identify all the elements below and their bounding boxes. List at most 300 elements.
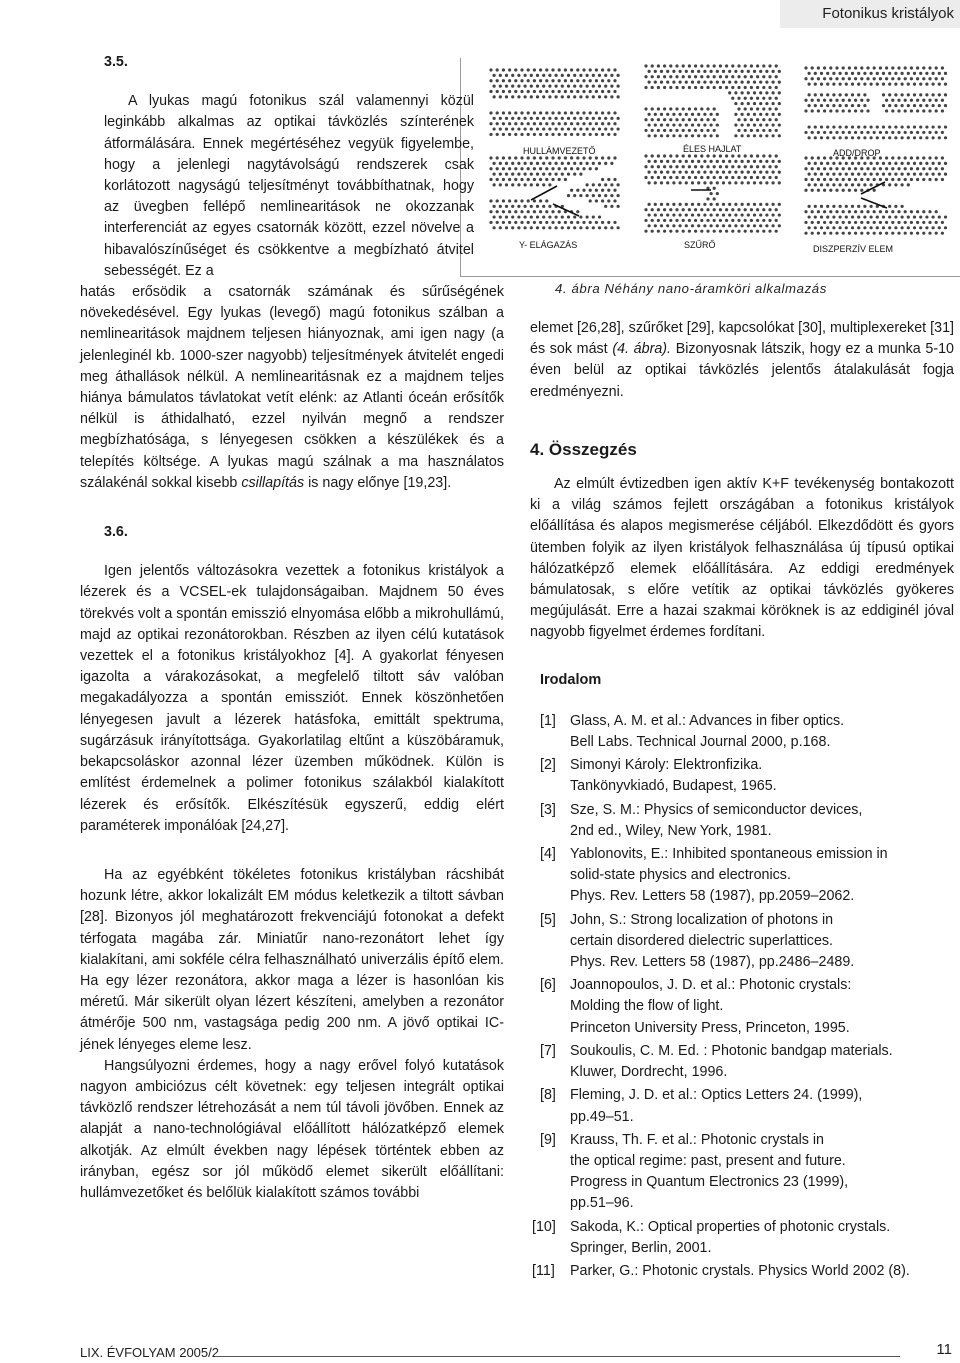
lattice-hole xyxy=(910,77,913,80)
lattice-hole xyxy=(539,122,542,125)
lattice-hole xyxy=(744,86,747,89)
lattice-hole xyxy=(520,178,523,181)
lattice-hole xyxy=(697,134,700,137)
lattice-hole xyxy=(744,64,747,67)
lattice-hole xyxy=(598,215,601,218)
lattice-hole xyxy=(737,129,740,132)
lattice-hole xyxy=(922,99,925,102)
lattice-hole xyxy=(938,226,941,229)
lattice-hole xyxy=(860,189,863,192)
lattice-hole xyxy=(551,122,554,125)
figure-label: ÉLES HAJLAT xyxy=(683,144,742,154)
lattice-hole xyxy=(938,72,941,75)
lattice-hole xyxy=(536,74,539,77)
lattice-hole xyxy=(854,77,857,80)
lattice-hole xyxy=(722,181,725,184)
lattice-hole xyxy=(863,183,866,186)
lattice-hole xyxy=(719,154,722,157)
lattice-hole xyxy=(586,183,589,186)
lattice-hole xyxy=(731,154,734,157)
lattice-hole xyxy=(533,90,536,93)
lattice-hole xyxy=(944,136,947,139)
lattice-hole xyxy=(660,123,663,126)
reference-line: Parker, G.: Photonic crystals. Physics World 2002 (8). xyxy=(570,1262,910,1279)
lattice-hole xyxy=(710,181,713,184)
lattice-hole xyxy=(775,75,778,78)
lattice-hole xyxy=(857,183,860,186)
lattice-hole xyxy=(772,181,775,184)
lattice-hole xyxy=(548,173,551,176)
figure-label: ADD/DROP xyxy=(833,148,881,158)
reference-item xyxy=(530,1261,954,1282)
lattice-hole xyxy=(839,83,842,86)
lattice-hole xyxy=(842,232,845,235)
lattice-hole xyxy=(558,122,561,125)
lattice-hole xyxy=(728,91,731,94)
lattice-hole xyxy=(694,75,697,78)
lattice-hole xyxy=(508,178,511,181)
lattice-hole xyxy=(762,176,765,179)
lattice-hole xyxy=(691,160,694,163)
lattice-hole xyxy=(517,117,520,120)
lattice-hole xyxy=(756,176,759,179)
lattice-hole xyxy=(682,176,685,179)
lattice-hole xyxy=(756,107,759,110)
lattice-hole xyxy=(567,95,570,98)
lattice-hole xyxy=(564,68,567,71)
lattice-hole xyxy=(728,81,731,84)
lattice-hole xyxy=(533,133,536,136)
lattice-hole xyxy=(932,215,935,218)
reference-line: Simonyi Károly: Elektronfizika. xyxy=(570,757,763,774)
reference-line: Phys. Rev. Letters 58 (1987), pp.2486–2489. xyxy=(570,954,855,971)
lattice-hole xyxy=(817,109,820,112)
lattice-hole xyxy=(873,232,876,235)
lattice-hole xyxy=(520,90,523,93)
reference-item xyxy=(530,1217,954,1259)
lattice-hole xyxy=(901,104,904,107)
lattice-hole xyxy=(737,154,740,157)
lattice-hole xyxy=(508,79,511,82)
lattice-hole xyxy=(558,68,561,71)
lattice-hole xyxy=(644,129,647,132)
lattice-hole xyxy=(916,178,919,181)
lattice-hole xyxy=(823,167,826,170)
footer-rule xyxy=(215,1356,900,1357)
lattice-hole xyxy=(716,113,719,116)
lattice-hole xyxy=(644,86,647,89)
lattice-hole xyxy=(700,154,703,157)
lattice-hole xyxy=(613,79,616,82)
paragraph-3-6-1: Igen jelentős változásokra vezettek a fotonikus kristályok a lézerek és a VCSEL-ek tulajdonságaiban. Majdnem 50 éves törekvés volt a spontán emisszió elnyomása előbb a mikrohullámú, majd az optikai rezonátorokban. Részben az ilyen célú kutatások vezettek el a fotonikus kristályokhoz [4]. A gyakorlat fényesen igazolta a várakozásokat, a megfelelő tiltott sáv valóban megakadályozza a spontán emissziót. Ennek köszönhetően lényegesen javult a lézerek hatásfoka, emittált spektruma, sugárzásuk irányítottsága. Gyakorlatilag eltűnt a küszöbáramuk, bekapcsoláskor azonnal lézer üzemben működnek. Külön is említést érdemelnek a polimer fotonikus szálakból kialakított lézerek és erősítők. Elkészítésük egyszerű, eddig elért paraméterek imponálóak [24,27]. xyxy=(80,563,504,834)
lattice-hole xyxy=(762,97,765,100)
lattice-hole xyxy=(598,183,601,186)
lattice-hole xyxy=(870,226,873,229)
lattice-hole xyxy=(870,183,873,186)
section-3-5 xyxy=(80,52,504,282)
lattice-hole xyxy=(604,205,607,208)
lattice-hole xyxy=(808,83,811,86)
lattice-hole xyxy=(703,213,706,216)
lattice-hole xyxy=(910,210,913,213)
lattice-hole xyxy=(592,85,595,88)
lattice-hole xyxy=(820,162,823,165)
lattice-hole xyxy=(648,203,651,206)
lattice-hole xyxy=(524,173,527,176)
lattice-hole xyxy=(706,165,709,168)
lattice-hole xyxy=(935,156,938,159)
lattice-hole xyxy=(555,162,558,165)
lattice-hole xyxy=(731,97,734,100)
lattice-hole xyxy=(582,111,585,114)
lattice-hole xyxy=(536,183,539,186)
lattice-hole xyxy=(688,118,691,121)
lattice-hole xyxy=(660,113,663,116)
lattice-hole xyxy=(768,165,771,168)
lattice-hole xyxy=(919,125,922,128)
lattice-hole xyxy=(651,64,654,67)
lattice-hole xyxy=(885,99,888,102)
lattice-hole xyxy=(601,178,604,181)
lattice-hole xyxy=(663,129,666,132)
lattice-hole xyxy=(808,136,811,139)
lattice-hole xyxy=(750,86,753,89)
lattice-hole xyxy=(904,99,907,102)
lattice-hole xyxy=(660,171,663,174)
reference-item xyxy=(530,975,954,1039)
lattice-hole xyxy=(851,173,854,176)
lattice-hole xyxy=(907,104,910,107)
lattice-hole xyxy=(508,111,511,114)
lattice-hole xyxy=(750,230,753,233)
lattice-hole xyxy=(842,178,845,181)
lattice-hole xyxy=(904,109,907,112)
reference-number: [8] xyxy=(540,1087,556,1104)
lattice-hole xyxy=(617,127,620,130)
lattice-hole xyxy=(916,232,919,235)
lattice-hole xyxy=(728,203,731,206)
lattice-hole xyxy=(839,72,842,75)
lattice-hole xyxy=(885,167,888,170)
reference-line: Sakoda, K.: Optical properties of photonic crystals. xyxy=(570,1218,891,1235)
lattice-hole xyxy=(832,162,835,165)
lattice-hole xyxy=(944,72,947,75)
lattice-hole xyxy=(604,127,607,130)
lattice-hole xyxy=(582,68,585,71)
lattice-hole xyxy=(716,171,719,174)
lattice-hole xyxy=(829,232,832,235)
lattice-hole xyxy=(598,117,601,120)
lattice-hole xyxy=(744,97,747,100)
lattice-hole xyxy=(579,215,582,218)
lattice-hole xyxy=(694,230,697,233)
lattice-hole xyxy=(854,99,857,102)
lattice-hole xyxy=(842,77,845,80)
lattice-hole xyxy=(935,66,938,69)
lattice-hole xyxy=(772,113,775,116)
lattice-hole xyxy=(734,171,737,174)
lattice-hole xyxy=(564,79,567,82)
lattice-hole xyxy=(604,162,607,165)
lattice-hole xyxy=(829,167,832,170)
lattice-hole xyxy=(772,203,775,206)
lattice-hole xyxy=(505,74,508,77)
lattice-hole xyxy=(527,210,530,213)
lattice-hole xyxy=(737,107,740,110)
lattice-hole xyxy=(589,111,592,114)
lattice-hole xyxy=(679,203,682,206)
lattice-hole xyxy=(545,210,548,213)
lattice-hole xyxy=(601,189,604,192)
lattice-hole xyxy=(685,70,688,73)
reference-item xyxy=(530,1130,954,1215)
lattice-hole xyxy=(737,165,740,168)
lattice-hole xyxy=(536,205,539,208)
lattice-hole xyxy=(713,86,716,89)
lattice-hole xyxy=(860,99,863,102)
reference-number: [5] xyxy=(540,911,556,928)
lattice-hole xyxy=(904,221,907,224)
lattice-hole xyxy=(505,127,508,130)
lattice-hole xyxy=(845,104,848,107)
lattice-hole xyxy=(747,123,750,126)
lattice-hole xyxy=(839,183,842,186)
lattice-hole xyxy=(925,173,928,176)
lattice-hole xyxy=(719,230,722,233)
lattice-hole xyxy=(845,125,848,128)
lattice-hole xyxy=(520,199,523,202)
reference-line: the optical regime: past, present and future. xyxy=(570,1152,846,1169)
lattice-hole xyxy=(520,122,523,125)
lattice-hole xyxy=(520,156,523,159)
lattice-hole xyxy=(508,221,511,224)
lattice-hole xyxy=(750,118,753,121)
lattice-hole xyxy=(928,109,931,112)
lattice-hole xyxy=(617,194,620,197)
lattice-hole xyxy=(832,205,835,208)
lattice-hole xyxy=(595,122,598,125)
lattice-hole xyxy=(555,127,558,130)
lattice-hole xyxy=(545,111,548,114)
lattice-hole xyxy=(564,133,567,136)
lattice-hole xyxy=(888,173,891,176)
lattice-hole xyxy=(598,74,601,77)
lattice-hole xyxy=(938,104,941,107)
lattice-hole xyxy=(891,131,894,134)
lattice-hole xyxy=(685,203,688,206)
lattice-hole xyxy=(539,167,542,170)
lattice-hole xyxy=(595,221,598,224)
lattice-hole xyxy=(530,74,533,77)
lattice-hole xyxy=(901,215,904,218)
lattice-hole xyxy=(928,210,931,213)
lattice-hole xyxy=(772,102,775,105)
lattice-hole xyxy=(607,221,610,224)
lattice-hole xyxy=(576,133,579,136)
lattice-hole xyxy=(586,215,589,218)
lattice-hole xyxy=(811,66,814,69)
lattice-hole xyxy=(753,160,756,163)
lattice-hole xyxy=(719,86,722,89)
lattice-hole xyxy=(741,181,744,184)
lattice-hole xyxy=(759,70,762,73)
lattice-hole xyxy=(938,93,941,96)
lattice-hole xyxy=(808,215,811,218)
lattice-hole xyxy=(891,167,894,170)
lattice-hole xyxy=(567,226,570,229)
lattice-hole xyxy=(567,215,570,218)
lattice-hole xyxy=(904,167,907,170)
reference-line: pp.51–96. xyxy=(570,1195,634,1212)
lattice-hole xyxy=(576,68,579,71)
lattice-hole xyxy=(520,68,523,71)
lattice-hole xyxy=(741,113,744,116)
lattice-hole xyxy=(654,160,657,163)
lattice-hole xyxy=(891,66,894,69)
lattice-hole xyxy=(848,210,851,213)
lattice-hole xyxy=(716,203,719,206)
reference-number: [10] xyxy=(532,1218,556,1235)
lattice-hole xyxy=(539,133,542,136)
lattice-hole xyxy=(505,162,508,165)
lattice-hole xyxy=(663,219,666,222)
lattice-hole xyxy=(617,85,620,88)
lattice-hole xyxy=(870,162,873,165)
lattice-hole xyxy=(741,224,744,227)
lattice-hole xyxy=(542,95,545,98)
lattice-hole xyxy=(922,131,925,134)
lattice-hole xyxy=(919,104,922,107)
lattice-hole xyxy=(804,131,807,134)
lattice-hole xyxy=(700,219,703,222)
lattice-hole xyxy=(598,226,601,229)
lattice-hole xyxy=(848,109,851,112)
lattice-hole xyxy=(854,167,857,170)
lattice-hole xyxy=(857,173,860,176)
lattice-hole xyxy=(826,173,829,176)
lattice-hole xyxy=(725,154,728,157)
lattice-hole xyxy=(517,74,520,77)
lattice-hole xyxy=(860,167,863,170)
lattice-hole xyxy=(839,205,842,208)
lattice-hole xyxy=(710,160,713,163)
lattice-hole xyxy=(925,72,928,75)
lattice-hole xyxy=(545,221,548,224)
lattice-hole xyxy=(817,66,820,69)
lattice-hole xyxy=(941,77,944,80)
lattice-hole xyxy=(728,224,731,227)
reference-item xyxy=(530,844,954,908)
lattice-hole xyxy=(731,64,734,67)
lattice-hole xyxy=(719,176,722,179)
lattice-hole xyxy=(744,107,747,110)
lattice-hole xyxy=(657,165,660,168)
lattice-hole xyxy=(907,173,910,176)
lattice-hole xyxy=(586,85,589,88)
lattice-hole xyxy=(725,86,728,89)
lattice-hole xyxy=(576,90,579,93)
lattice-hole xyxy=(651,165,654,168)
lattice-hole xyxy=(697,213,700,216)
lattice-hole xyxy=(860,109,863,112)
lattice-hole xyxy=(589,189,592,192)
reference-line: Joannopoulos, J. D. et al.: Photonic crystals: xyxy=(570,977,852,994)
lattice-hole xyxy=(747,171,750,174)
lattice-hole xyxy=(817,99,820,102)
lattice-hole xyxy=(750,208,753,211)
lattice-hole xyxy=(666,213,669,216)
propagation-arrow xyxy=(531,186,557,200)
lattice-hole xyxy=(820,72,823,75)
lattice-hole xyxy=(675,64,678,67)
lattice-hole xyxy=(928,131,931,134)
lattice-hole xyxy=(737,86,740,89)
lattice-hole xyxy=(675,118,678,121)
lattice-hole xyxy=(567,162,570,165)
lattice-hole xyxy=(601,122,604,125)
lattice-hole xyxy=(607,178,610,181)
lattice-hole xyxy=(851,205,854,208)
lattice-hole xyxy=(901,173,904,176)
lattice-hole xyxy=(610,162,613,165)
lattice-hole xyxy=(530,127,533,130)
lattice-hole xyxy=(829,221,832,224)
lattice-hole xyxy=(533,156,536,159)
lattice-hole xyxy=(511,226,514,229)
lattice-hole xyxy=(907,183,910,186)
lattice-hole xyxy=(759,203,762,206)
lattice-hole xyxy=(505,95,508,98)
lattice-hole xyxy=(576,167,579,170)
lattice-hole xyxy=(688,219,691,222)
lattice-hole xyxy=(737,118,740,121)
lattice-hole xyxy=(688,230,691,233)
lattice-hole xyxy=(913,104,916,107)
lattice-hole xyxy=(857,72,860,75)
lattice-hole xyxy=(854,189,857,192)
lattice-hole xyxy=(857,136,860,139)
lattice-hole xyxy=(561,117,564,120)
lattice-hole xyxy=(617,183,620,186)
lattice-hole xyxy=(935,210,938,213)
lattice-hole xyxy=(839,215,842,218)
lattice-hole xyxy=(697,81,700,84)
lattice-hole xyxy=(866,99,869,102)
lattice-hole xyxy=(539,111,542,114)
lattice-hole xyxy=(685,123,688,126)
lattice-hole xyxy=(688,129,691,132)
lattice-hole xyxy=(941,131,944,134)
lattice-hole xyxy=(706,75,709,78)
lattice-hole xyxy=(542,74,545,77)
lattice-hole xyxy=(728,160,731,163)
lattice-hole xyxy=(610,74,613,77)
lattice-hole xyxy=(901,136,904,139)
lattice-hole xyxy=(811,221,814,224)
lattice-hole xyxy=(688,64,691,67)
lattice-hole xyxy=(703,70,706,73)
lattice-hole xyxy=(765,81,768,84)
lattice-hole xyxy=(703,160,706,163)
lattice-hole xyxy=(688,208,691,211)
lattice-hole xyxy=(762,118,765,121)
lattice-hole xyxy=(762,75,765,78)
lattice-hole xyxy=(514,221,517,224)
lattice-hole xyxy=(598,95,601,98)
lattice-hole xyxy=(573,85,576,88)
lattice-hole xyxy=(804,99,807,102)
lattice-hole xyxy=(582,167,585,170)
